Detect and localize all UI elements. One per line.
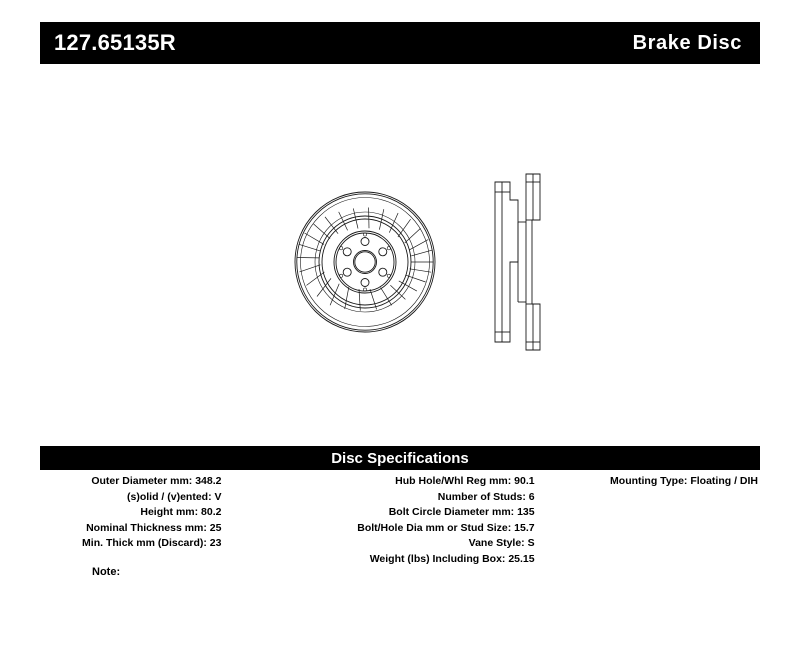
spec-item: Nominal Thickness mm: 25: [86, 521, 222, 534]
spec-item: (s)olid / (v)ented: V: [126, 490, 222, 503]
spec-item: Weight (lbs) Including Box: 25.15: [369, 552, 535, 565]
brake-disc-face-view: [295, 192, 435, 332]
spec-column-right: [539, 474, 760, 490]
spec-columns: [40, 474, 760, 568]
spec-title-bar: [40, 446, 760, 470]
spec-item: Mounting Type: Floating / DIH: [610, 475, 758, 487]
spec-column-middle: [225, 474, 538, 568]
spec-item: Hub Hole/Whl Reg mm: 90.1: [395, 475, 535, 487]
spec-item: Number of Studs: 6: [437, 490, 535, 503]
spec-item: Height mm: 80.2: [140, 506, 222, 519]
spec-item: Outer Diameter mm: 348.2: [91, 475, 222, 487]
brake-disc-section-view: [495, 174, 540, 350]
header-bar: [40, 22, 760, 64]
spec-title: Disc Specifications: [331, 449, 469, 467]
product-type-label: Brake Disc: [632, 32, 742, 54]
technical-drawing: [40, 72, 760, 422]
note-label: Note:: [92, 566, 121, 578]
spec-item: Min. Thick mm (Discard): 23: [82, 537, 222, 550]
spec-item: Bolt/Hole Dia mm or Stud Size: 15.7: [357, 521, 535, 534]
spec-column-left: [40, 474, 225, 552]
spec-item: Bolt Circle Diameter mm: 135: [388, 506, 535, 519]
spec-item: Vane Style: S: [468, 537, 535, 550]
part-number: 127.65135R: [54, 30, 176, 55]
